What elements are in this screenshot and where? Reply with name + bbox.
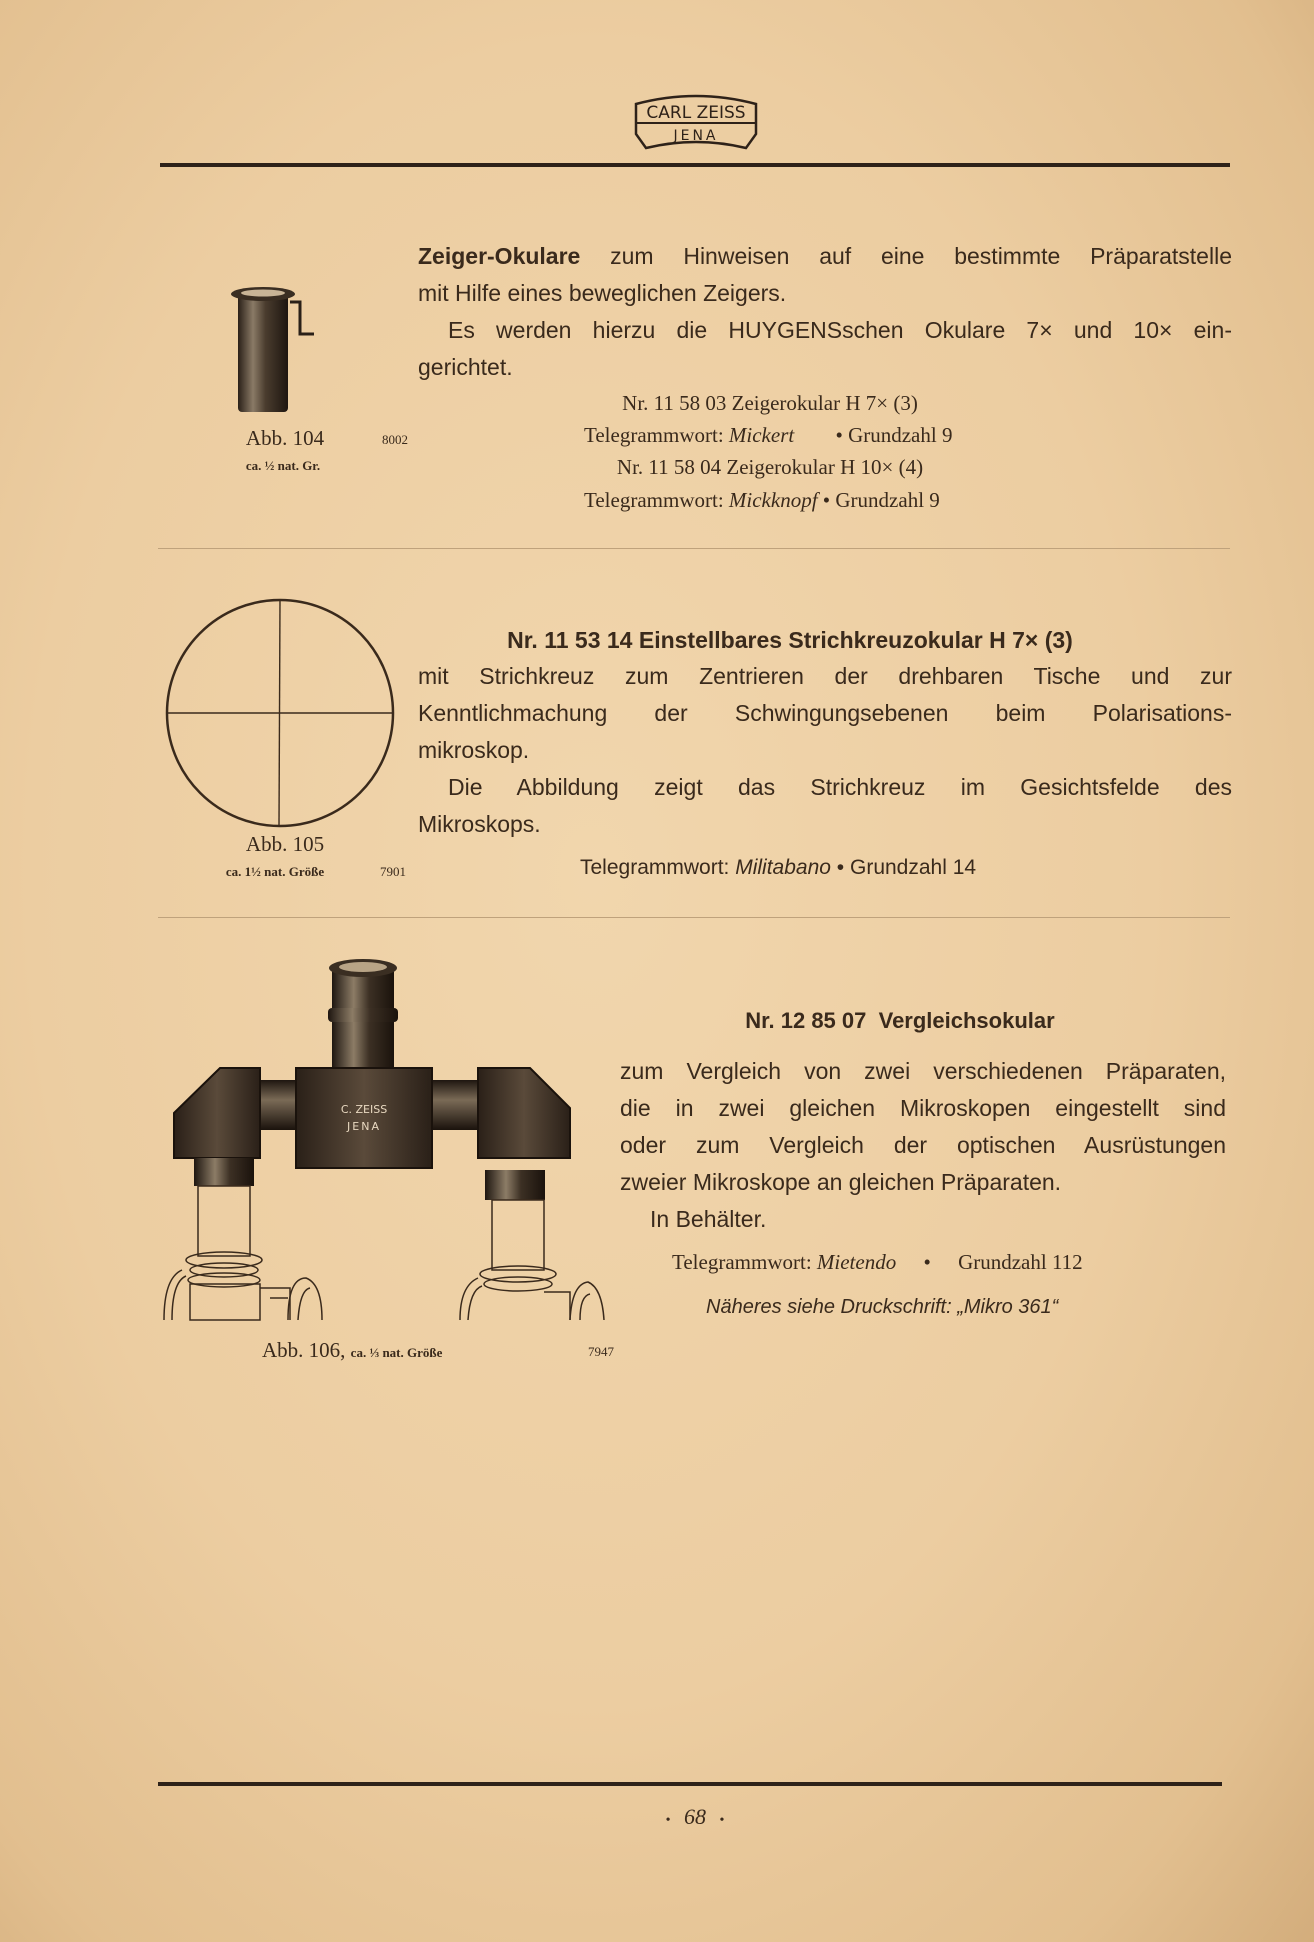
figure-106-plate-number: 7947: [588, 1344, 614, 1359]
section1-line3: Es werden hierzu die HUYGENSschen Okulare 7× und 10× ein-: [448, 317, 1232, 343]
section3-title: Nr. 12 85 07 Vergleichsokular: [745, 1008, 1055, 1033]
pointer-eyepiece-illustration: [228, 282, 328, 417]
telegram-word: Mietendo: [816, 1250, 897, 1274]
logo-line1: CARL ZEISS: [646, 103, 746, 123]
bullet: •: [835, 423, 843, 447]
comparison-eyepiece-illustration: [160, 948, 610, 1323]
section1-line4: gerichtet.: [418, 354, 513, 380]
section3-line3: oder zum Vergleich der optischen Ausrüstungen: [620, 1132, 1226, 1158]
figure-106-label: Abb. 106,: [262, 1338, 346, 1362]
bullet: •: [923, 1250, 931, 1274]
figure-104-scale: ca. ½ nat. Gr.: [245, 458, 321, 473]
grundzahl: Grundzahl 112: [958, 1250, 1083, 1274]
telegram-label: Telegrammwort:: [584, 423, 724, 447]
telegram-word: Militabano: [735, 856, 831, 879]
plate-text-line1: C. ZEISS: [340, 1103, 388, 1116]
section3-description: [620, 1053, 1226, 1238]
telegram-word: Mickert: [728, 423, 795, 447]
section2-title: Nr. 11 53 14 Einstellbares Strichkreuzokular H 7× (3): [507, 627, 1073, 653]
bullet: •: [836, 856, 845, 879]
grundzahl: Grundzahl 9: [835, 488, 940, 512]
section2-line4: Die Abbildung zeigt das Strichkreuz im Gesichtsfelde des: [448, 774, 1232, 800]
figure-104-plate-number: 8002: [382, 432, 408, 447]
figure-105-caption: Abb. 105: [245, 832, 325, 856]
section2-line5: Mikroskops.: [418, 811, 541, 837]
section2-line1: mit Strichkreuz zum Zentrieren der drehbaren Tische und zur: [418, 663, 1232, 689]
section-divider-1: [158, 548, 1230, 549]
section1-title: Zeiger-Okulare: [418, 243, 581, 269]
grundzahl: Grundzahl 14: [850, 856, 977, 879]
section3-telegram: [672, 1246, 1232, 1278]
crosshair-field-illustration: [163, 596, 397, 830]
page-number: [640, 1804, 750, 1830]
grundzahl: Grundzahl 9: [848, 423, 953, 447]
logo-line2: JENA: [673, 128, 719, 144]
section1-intro: [418, 238, 1232, 386]
section1-line2: mit Hilfe eines beweglichen Zeigers.: [418, 280, 787, 306]
section3-line1: zum Vergleich von zwei verschiedenen Präparaten,: [620, 1058, 1226, 1084]
plate-text-line2: JENA: [347, 1120, 381, 1133]
bullet: •: [822, 488, 831, 512]
section3-note: Näheres siehe Druckschrift: „Mikro 361“: [706, 1296, 1059, 1318]
section1-item1-telegram: [520, 419, 1144, 451]
section3-line4: zweier Mikroskope an gleichen Präparaten.: [620, 1169, 1062, 1195]
section2-line3: mikroskop.: [418, 737, 530, 763]
section3-line5: In Behälter.: [650, 1206, 767, 1232]
section1-title-rest: zum Hinweisen auf eine bestimmte Präparatstelle: [580, 243, 1232, 269]
telegram-label: Telegrammwort:: [580, 856, 730, 879]
section1-item2-telegram: [520, 484, 1144, 516]
telegram-label: Telegrammwort:: [672, 1250, 812, 1274]
page-number-value: 68: [684, 1804, 706, 1829]
section-divider-2: [158, 917, 1230, 918]
figure-105-scale: ca. 1½ nat. Größe: [225, 864, 325, 879]
section2-line2: Kenntlichmachung der Schwingungsebenen beim Polarisations-: [418, 700, 1232, 726]
header-rule: [160, 163, 1230, 167]
section1-item2-product: Nr. 11 58 04 Zeigerokular H 10× (4): [616, 455, 924, 479]
telegram-word: Mickknopf: [728, 488, 818, 512]
section1-item1-product: Nr. 11 58 03 Zeigerokular H 7× (3): [622, 391, 918, 415]
section2-telegram: [580, 852, 1140, 884]
footer-rule: [158, 1782, 1222, 1786]
figure-106-scale: ca. ⅓ nat. Größe: [350, 1345, 443, 1360]
bullet-left: •: [665, 1813, 671, 1828]
telegram-label: Telegrammwort:: [584, 488, 724, 512]
bullet-right: •: [719, 1813, 725, 1828]
section3-line2: die in zwei gleichen Mikroskopen eingestellt sind: [620, 1095, 1226, 1121]
figure-106-caption: [262, 1338, 442, 1363]
carl-zeiss-jena-logo: [630, 90, 762, 154]
figure-104-caption: Abb. 104: [245, 426, 325, 450]
section2-description: [418, 658, 1232, 843]
figure-105-plate-number: 7901: [380, 864, 406, 879]
